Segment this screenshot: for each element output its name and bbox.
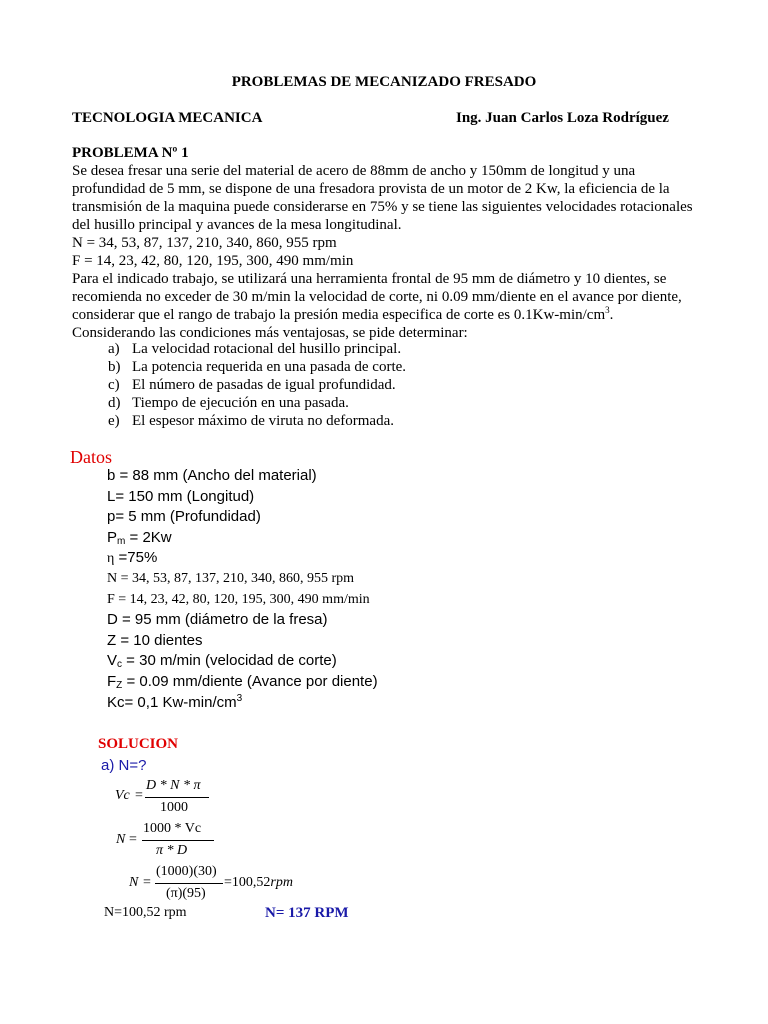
equation-lhs: N [116, 832, 126, 847]
question-text: Tiempo de ejecución en una pasada. [132, 395, 349, 411]
statement-line: Se desea fresar una serie del material de acero de 88mm de ancho y 150mm de longitud y una [72, 163, 636, 179]
data-item [107, 651, 378, 672]
symbol: F [107, 672, 117, 690]
question-text: La velocidad rotacional del husillo principal. [132, 341, 402, 357]
question-list [108, 340, 406, 430]
superscript: 3 [605, 305, 610, 315]
question-a-heading: a) N=? [101, 757, 147, 774]
equation-denominator: 1000 [160, 800, 188, 815]
question-label: e) [108, 413, 120, 429]
data-item: D = 95 mm (diámetro de la fresa) [107, 611, 328, 629]
datos-heading: Datos [70, 447, 112, 467]
question-text: El espesor máximo de viruta no deformada. [132, 413, 395, 429]
author-name: Ing. Juan Carlos Loza Rodríguez [456, 110, 669, 126]
subscript: c [117, 659, 123, 671]
data-list [107, 466, 378, 713]
statement-line: F = 14, 23, 42, 80, 120, 195, 300, 490 mm/min [72, 253, 354, 269]
question-item [108, 358, 406, 376]
equation-denominator: π * D [156, 843, 188, 858]
data-item: F = 14, 23, 42, 80, 120, 195, 300, 490 mm/min [107, 591, 370, 607]
eta-symbol: η [107, 551, 115, 567]
data-item: N = 34, 53, 87, 137, 210, 340, 860, 955 rpm [107, 570, 355, 586]
question-text: La potencia requerida en una pasada de corte. [132, 359, 407, 375]
value: = 2Kw [125, 528, 172, 546]
equation-lhs: N [129, 875, 139, 890]
question-label: d) [108, 395, 121, 411]
data-item [107, 528, 378, 549]
statement-line: recomienda no exceder de 30 m/min la velocidad de corte, ni 0.09 mm/diente en el avance por diente, [72, 289, 682, 305]
problem-title: PROBLEMA Nº 1 [72, 145, 189, 161]
result-selected: N= 137 RPM [265, 905, 349, 921]
equation-equals: = [143, 875, 151, 890]
statement-line: N = 34, 53, 87, 137, 210, 340, 860, 955 rpm [72, 235, 337, 251]
equation-equals: = [135, 788, 143, 803]
question-item [108, 376, 406, 394]
statement-line: transmisión de la maquina puede considerarse en 75% y se tiene las siguientes velocidades rotacionales [72, 199, 693, 215]
value: =75% [114, 549, 158, 567]
question-text: El número de pasadas de igual profundidad. [132, 377, 396, 393]
data-item [107, 693, 378, 714]
question-label: a) [108, 341, 120, 357]
subscript: m [117, 535, 126, 547]
statement-text: . [609, 307, 614, 323]
document-title: PROBLEMAS DE MECANIZADO FRESADO [231, 74, 537, 90]
symbol: P [107, 528, 118, 546]
data-item: L= 150 mm (Longitud) [107, 487, 255, 505]
question-label: c) [108, 377, 120, 393]
question-item [108, 340, 406, 358]
symbol: V [107, 652, 118, 670]
fraction-line [142, 840, 214, 841]
fraction-line [145, 797, 209, 798]
equation-numerator: 1000 * Vc [143, 821, 202, 836]
fraction-line [155, 883, 223, 884]
equation-unit: rpm [270, 875, 293, 890]
equation-result [224, 875, 293, 891]
data-item: Z = 10 dientes [107, 631, 203, 649]
data-item: b = 88 mm (Ancho del material) [107, 467, 317, 484]
equation-numerator: (1000)(30) [156, 864, 217, 879]
equation-equals: = [129, 832, 137, 847]
problem-statement [72, 162, 702, 342]
statement-text: considerar que el rango de trabajo la presión media especifica de corte es 0.1Kw-min/cm [72, 307, 606, 323]
course-name: TECNOLOGIA MECANICA [72, 110, 263, 126]
statement-line: profundidad de 5 mm, se dispone de una fresadora provista de un motor de 2 Kw, la eficiencia de la [72, 181, 670, 197]
data-item: p= 5 mm (Profundidad) [107, 508, 261, 526]
statement-line: Considerando las condiciones más ventajosas, se pide determinar: [72, 325, 468, 341]
question-label: b) [108, 359, 121, 375]
question-item [108, 394, 406, 412]
result-computed: N=100,52 rpm [104, 905, 187, 920]
data-item [107, 548, 378, 569]
question-item [108, 412, 406, 430]
equation-denominator: (π)(95) [166, 886, 206, 901]
value: = 30 m/min (velocidad de corte) [122, 652, 337, 670]
equation-numerator: D * N * π [146, 778, 201, 793]
statement-line [72, 306, 702, 324]
solucion-heading: SOLUCION [98, 736, 179, 752]
statement-line: del husillo principal y avances de la mesa longitudinal. [72, 217, 402, 233]
data-item [107, 672, 378, 693]
value: = 0.09 mm/diente (Avance por diente) [122, 672, 378, 690]
superscript: 3 [236, 692, 243, 704]
equation-result-value: =100,52 [224, 875, 271, 890]
subscript: Z [116, 679, 123, 691]
equation-lhs: Vc [115, 788, 130, 803]
value: Kc= 0,1 Kw-min/cm [107, 693, 237, 711]
statement-line: Para el indicado trabajo, se utilizará una herramienta frontal de 95 mm de diámetro y 10 dientes, se [72, 271, 667, 287]
